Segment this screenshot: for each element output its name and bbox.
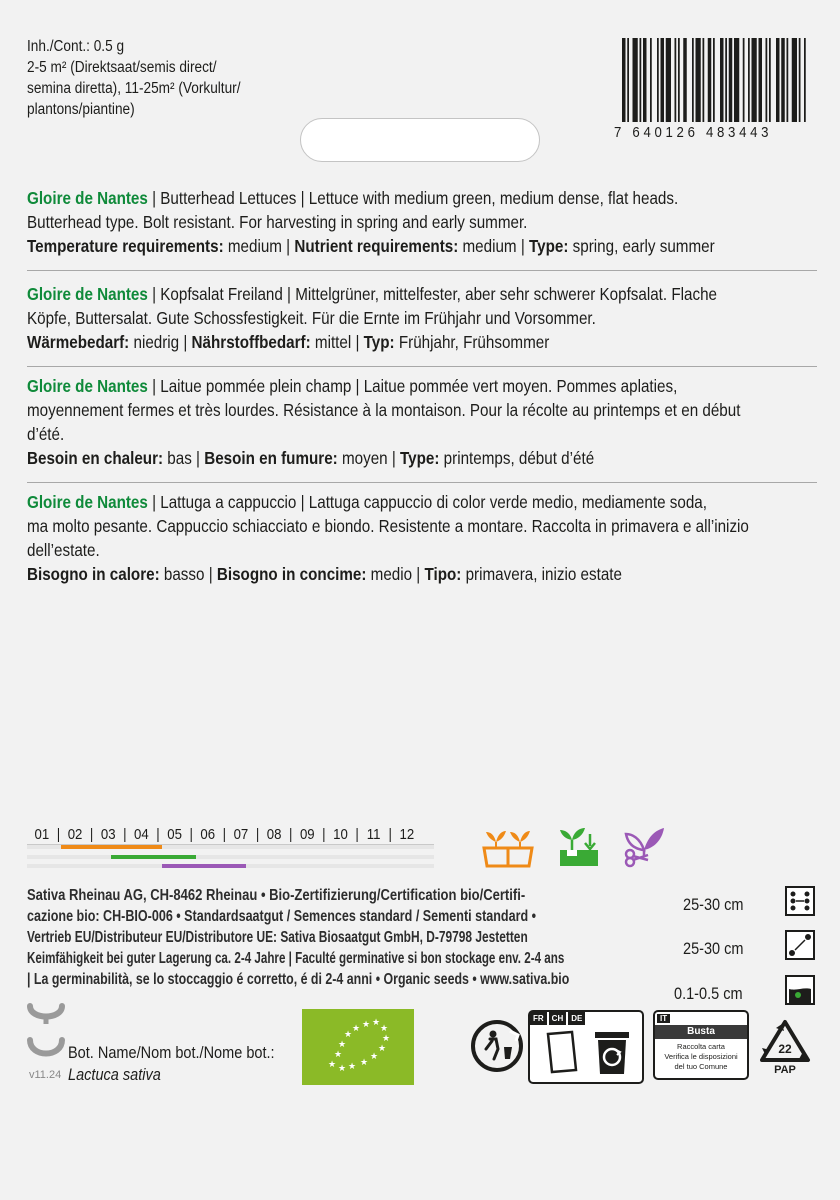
barcode-bar [657, 38, 659, 122]
pap-number: 22 [778, 1042, 792, 1056]
requirement-value: moyen | [337, 448, 401, 468]
calendar-track-direct-sowing [27, 855, 434, 859]
requirement-label: Nutrient requirements: [294, 236, 459, 256]
barcode-bar [713, 38, 715, 122]
divider [27, 270, 817, 271]
month-label: 10 [333, 826, 348, 843]
recycling-box-fr-ch-de [528, 1010, 644, 1084]
barcode-bar [720, 38, 724, 122]
eu-organic-stars [302, 1009, 414, 1085]
requirement-value: medio | [366, 564, 425, 584]
barcode-digits: 7 640126 483443 [614, 124, 773, 141]
botanical-latin-name: Lactuca sativa [68, 1066, 161, 1084]
eu-organic-leaf-logo [302, 1009, 414, 1085]
website-link[interactable]: www.sativa.bio [480, 971, 570, 988]
requirement-label: Nährstoffbedarf: [191, 332, 311, 352]
month-label: 12 [399, 826, 415, 843]
description-text: Köpfe, Buttersalat. Gute Schossfestigkeit. Für die Ernte im Frühjahr und Vorsommer. [27, 308, 596, 328]
company-text: Sativa Rheinau AG, CH-8462 Rheinau • Bio-Zertifizierung/Certification bio/Certifi- [27, 887, 526, 904]
variety-name: Gloire de Nantes [27, 492, 148, 512]
italy-instruction: Verifica le disposizioni [664, 1052, 738, 1061]
barcode-bar [692, 38, 694, 122]
eu-star: ★ [333, 1050, 343, 1060]
description-text: | Kopfsalat Freiland | Mittelgrüner, mittelfester, aber sehr schwerer Kopfsalat. Flache [147, 284, 718, 304]
botanical-name-label: Bot. Name/Nom bot./Nome bot.: [68, 1044, 275, 1062]
requirement-label: Type: [528, 236, 569, 256]
description-text: dell’estate. [27, 540, 100, 560]
month-label: 03 [100, 826, 116, 843]
barcode-bar [666, 38, 671, 122]
requirement-label: Bisogno in calore: [27, 564, 160, 584]
month-label: 02 [67, 826, 83, 843]
country-code: CH [549, 1012, 567, 1025]
barcode-bar [734, 38, 739, 122]
sowing-depth-value: 0.1-0.5 cm [674, 985, 743, 1003]
eu-star: ★ [327, 1060, 337, 1070]
barcode-bar [708, 38, 712, 122]
requirement-value: basso | [159, 564, 217, 584]
barcode-bar [787, 38, 789, 122]
description-french [27, 374, 817, 470]
direct-sowing-period-bar [111, 855, 196, 859]
eu-star: ★ [361, 1020, 371, 1030]
requirement-label: Type: [400, 448, 440, 468]
seedling-tray-icon [482, 824, 534, 868]
barcode-bar [661, 38, 665, 122]
barcode-bar [759, 38, 763, 122]
barcode-bar [622, 38, 626, 122]
month-label: 04 [134, 826, 149, 843]
eu-star: ★ [347, 1062, 357, 1072]
eu-star: ★ [343, 1030, 353, 1040]
requirement-value: bas | [163, 448, 205, 468]
eu-star: ★ [337, 1064, 347, 1074]
description-english [27, 186, 817, 258]
country-code: DE [568, 1012, 585, 1025]
italy-instruction: Raccolta carta [677, 1042, 725, 1051]
company-text: Keimfähigkeit bei guter Lagerung ca. 2-4 Jahre | Faculté germinative si bon stockage env. 2-4 ans [27, 950, 565, 967]
eu-star: ★ [369, 1052, 379, 1062]
month-label: 05 [167, 826, 182, 843]
recycle-bin-icon [592, 1028, 632, 1076]
requirement-value: mittel | [310, 332, 364, 352]
description-text: | Laitue pommée plein champ | Laitue pommée vert moyen. Pommes aplaties, [147, 376, 678, 396]
barcode-bar [675, 38, 677, 122]
barcode-bar [633, 38, 638, 122]
barcode-bar [725, 38, 727, 122]
description-text: moyennement fermes et très lourdes. Résistance à la montaison. Pour la récolte au printemps et en début [27, 400, 741, 420]
country-code: IT [657, 1014, 670, 1023]
version-code: v11.24 [29, 1069, 62, 1081]
description-italian [27, 490, 817, 586]
company-text: | La germinabilità, se lo stoccaggio é corretto, é di 2-4 anni • Organic seeds • [27, 971, 481, 988]
barcode-bar [752, 38, 757, 122]
month-label: 01 [34, 826, 50, 843]
row-spacing-icon [785, 886, 815, 916]
description-text: d’été. [27, 424, 65, 444]
sativa-seed-logo-icon [27, 1002, 65, 1064]
barcode-bar [696, 38, 701, 122]
botanical-name [68, 1042, 275, 1086]
description-text: | Butterhead Lettuces | Lettuce with medium green, medium dense, flat heads. [147, 188, 679, 208]
harvest-period-bar [162, 864, 246, 868]
requirement-label: Temperature requirements: [27, 236, 224, 256]
direct-sowing-icon [558, 824, 600, 868]
month-calendar: 01 | 02 | 03 | 04 | 05 | 06 | 07 | 08 | 09 | 10 | 11 | 12 [27, 826, 422, 843]
description-text: ma molto pesante. Cappuccio schiacciato e biondo. Resistente a montare. Raccolta in primavera e all’inizio [27, 516, 749, 536]
requirement-label: Tipo: [424, 564, 462, 584]
description-text: Butterhead type. Bolt resistant. For harvesting in spring and early summer. [27, 212, 528, 232]
month-label: 09 [299, 826, 315, 843]
barcode-bar [729, 38, 733, 122]
barcode-bar [748, 38, 750, 122]
requirement-label: Typ: [363, 332, 395, 352]
barcode-bars [614, 38, 814, 124]
eu-star: ★ [379, 1024, 389, 1034]
eu-star: ★ [337, 1040, 347, 1050]
variety-name: Gloire de Nantes [27, 188, 148, 208]
barcode-bar [650, 38, 652, 122]
barcode-bar [678, 38, 680, 122]
tidyman-recycle-icon [470, 1019, 524, 1073]
eu-star: ★ [377, 1044, 387, 1054]
area-line: semina diretta), 11-25m² (Vorkultur/ [27, 80, 241, 97]
company-text: cazione bio: CH-BIO-006 • Standardsaatgut / Semences standard / Sementi standard • [27, 908, 537, 925]
divider [27, 482, 817, 483]
barcode-bar [776, 38, 780, 122]
requirement-value: primavera, inizio estate [461, 564, 622, 584]
barcode-bar [766, 38, 768, 122]
barcode-bar [683, 38, 687, 122]
preculture-period-bar [61, 845, 162, 849]
pap-label: PAP [774, 1064, 796, 1076]
barcode-bar [792, 38, 797, 122]
variety-name: Gloire de Nantes [27, 376, 148, 396]
hang-slot [300, 118, 540, 162]
requirement-value: spring, early summer [568, 236, 715, 256]
barcode-bar [643, 38, 647, 122]
country-code: FR [530, 1012, 547, 1025]
italy-material-title: Busta [655, 1025, 747, 1039]
requirement-label: Bisogno in concime: [216, 564, 367, 584]
requirement-value: niedrig | [129, 332, 192, 352]
requirement-label: Besoin en fumure: [204, 448, 338, 468]
italy-instruction: del tuo Comune [674, 1062, 728, 1071]
barcode-bar [627, 38, 629, 122]
contents-info [27, 36, 241, 120]
barcode-bar [640, 38, 642, 122]
pap-recycle-triangle-icon [758, 1018, 812, 1064]
barcode [614, 38, 814, 150]
plant-spacing-value: 25-30 cm [683, 940, 744, 958]
scissors-plant-icon [622, 824, 666, 868]
area-line: 2-5 m² (Direktsaat/semis direct/ [27, 59, 217, 76]
barcode-bar [743, 38, 745, 122]
row-spacing-value: 25-30 cm [683, 896, 744, 914]
eu-star: ★ [359, 1058, 369, 1068]
sowing-depth-icon [785, 975, 815, 1005]
month-label: 06 [200, 826, 216, 843]
barcode-bar [804, 38, 806, 122]
barcode-bar [703, 38, 705, 122]
eu-star: ★ [351, 1024, 361, 1034]
divider [27, 366, 817, 367]
requirement-value: medium | [223, 236, 295, 256]
requirement-label: Besoin en chaleur: [27, 448, 164, 468]
requirement-value: printemps, début d’été [439, 448, 595, 468]
variety-name: Gloire de Nantes [27, 284, 148, 304]
requirement-label: Wärmebedarf: [27, 332, 130, 352]
company-info [27, 885, 667, 990]
description-text: | Lattuga a cappuccio | Lattuga cappuccio di color verde medio, mediamente soda, [147, 492, 707, 512]
plant-spacing-icon [785, 930, 815, 960]
barcode-bar [799, 38, 801, 122]
month-label: 11 [366, 826, 381, 843]
contents-weight: Inh./Cont.: 0.5 g [27, 38, 125, 55]
recycling-box-italy [653, 1010, 749, 1080]
company-text: Vertrieb EU/Distributeur EU/Distributore UE: Sativa Biosaatgut GmbH, D-79798 Jestetten [27, 929, 528, 946]
area-line: plantons/piantine) [27, 101, 135, 118]
seed-packet-icon [544, 1030, 580, 1074]
month-label: 07 [233, 826, 249, 843]
requirement-value: medium | [458, 236, 529, 256]
requirement-value: Frühjahr, Frühsommer [394, 332, 550, 352]
barcode-bar [781, 38, 785, 122]
month-label: 08 [266, 826, 282, 843]
barcode-bar [769, 38, 771, 122]
eu-star: ★ [371, 1018, 381, 1028]
description-german [27, 282, 817, 354]
eu-star: ★ [381, 1034, 391, 1044]
